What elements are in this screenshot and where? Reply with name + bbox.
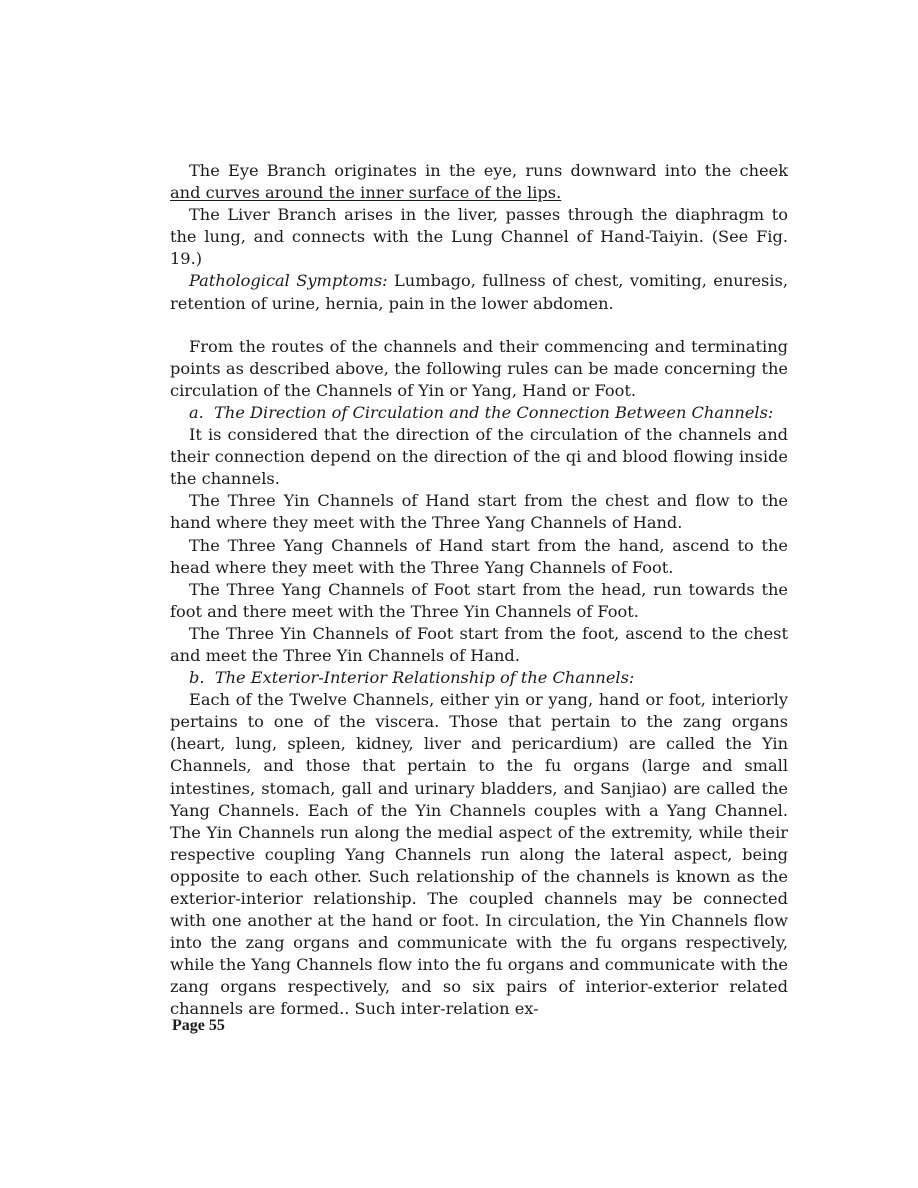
exterior-interior-paragraph: Each of the Twelve Channels, either yin or yang, hand or foot, interiorly pertains to one of the viscera. Those that pertain to the zang organs (heart, lung, spleen, kidney, liver and pericardium) are called the Yin Channels, and those that pertain to the fu organs (large and small intestines, stomach, gall and urinary bladders, and Sanjiao) are called the Yang Channels. Each of the Yin Channels couples with a Yang Channel. The Yin Channels run along the medial aspect of the extremity, while their respective coupling Yang Channels run along the lateral aspect, being opposite to each other. Such relationship of the channels is known as the exterior-interior relationship. The coupled channels may be connected with one another at the hand or foot. In circulation, the Yin Channels flow into the zang organs and communicate with the fu organs respectively, while the Yang Channels flow into the fu organs and communicate with the zang organs respectively, and so six pairs of interior-exterior related channels are formed.. Such inter-relation ex- xyxy=(170,690,788,1019)
paragraph-gap xyxy=(170,315,788,336)
page-body xyxy=(170,160,788,1021)
direction-paragraph: It is considered that the direction of the circulation of the channels and their connection depend on the direction of the qi and blood flowing inside the channels. xyxy=(170,425,788,489)
routes-intro-paragraph: From the routes of the channels and their commencing and terminating points as described above, the following rules can be made concerning the circulation of the Channels of Yin or Yang, Hand or Foot. xyxy=(170,336,788,400)
pathological-symptoms-text: Lumbago, fullness of chest, vomiting, enuresis, retention of urine, hernia, pain in the lower abdomen. xyxy=(170,271,788,313)
section-b-letter: b. xyxy=(189,668,205,688)
page-number: Page 55 xyxy=(172,1017,225,1034)
rule-4-paragraph: The Three Yin Channels of Foot start from the foot, ascend to the chest and meet the Three Yin Channels of Hand. xyxy=(170,623,788,665)
eye-branch-paragraph xyxy=(170,160,788,204)
pathological-symptoms-paragraph xyxy=(170,270,788,314)
section-a-heading xyxy=(170,402,788,424)
rule-1-paragraph: The Three Yin Channels of Hand start from the chest and flow to the hand where they meet with the Three Yang Channels of Hand. xyxy=(170,491,788,533)
rule-2-paragraph: The Three Yang Channels of Hand start from the hand, ascend to the head where they meet with the Three Yang Channels of Foot. xyxy=(170,535,788,577)
liver-branch-paragraph: The Liver Branch arises in the liver, passes through the diaphragm to the lung, and connects with the Lung Channel of Hand-Taiyin. (See Fig. 19.) xyxy=(170,205,788,269)
section-a-letter: a. xyxy=(189,402,204,422)
eye-branch-text: The Eye Branch originates in the eye, runs downward into the cheek xyxy=(189,161,788,180)
rule-3-paragraph: The Three Yang Channels of Foot start from the head, run towards the foot and there meet with the Three Yin Channels of Foot. xyxy=(170,579,788,621)
eye-branch-underlined-text: and curves around the inner surface of the lips. xyxy=(170,183,562,203)
section-a-title: The Direction of Circulation and the Connection Between Channels: xyxy=(214,402,774,422)
section-b-heading xyxy=(170,667,788,689)
pathological-symptoms-label: Pathological Symptoms: xyxy=(189,271,388,291)
section-b-title: The Exterior-Interior Relationship of the Channels: xyxy=(214,668,635,688)
